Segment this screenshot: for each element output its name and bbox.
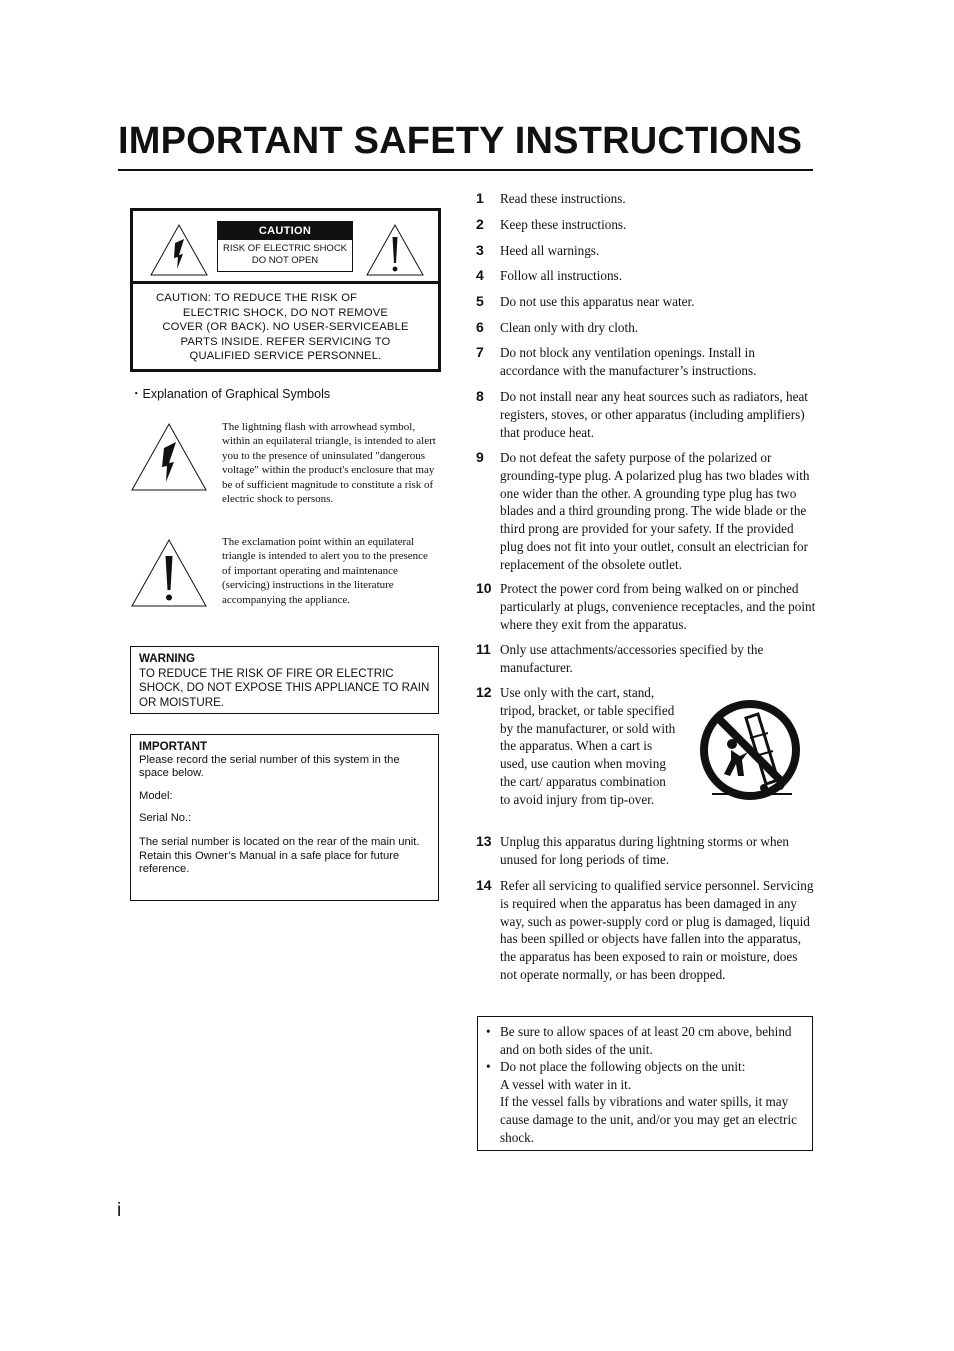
instruction-number: 3 [476,242,484,258]
page-number: i [117,1200,122,1221]
instruction-text: Use only with the cart, stand, tripod, bracket, or table specified by the manufacturer, or sold with the apparatus. When a cart is used, use caution when moving the cart/ apparatus combination to avoid injury from tip-over. [500,685,676,807]
serial-label: Serial No.: [139,812,192,825]
instruction-item [476,580,816,633]
instruction-number: 7 [476,344,484,360]
note-subitem: If the vessel falls by vibrations and water spills, it may cause damage to the unit, and/or you may get an electric shock. [500,1094,797,1145]
important-intro: Please record the serial number of this system in the space below. [139,753,400,780]
instruction-text: Do not block any ventilation openings. Install in accordance with the manufacturer’s instructions. [500,345,757,378]
notes-box [477,1016,813,1151]
caution-line-5: QUALIFIED SERVICE PERSONNEL. [189,350,382,363]
warning-heading: WARNING [139,652,196,665]
instruction-text: Clean only with dry cloth. [500,320,639,335]
instruction-number: 11 [476,641,491,657]
instruction-item [476,293,816,311]
retain-manual-note: Retain this Owner’s Manual in a safe place for future reference. [139,849,400,876]
instruction-text: Do not defeat the safety purpose of the polarized or grounding-type plug. A polarized plug has two blades with one wider than the other. A grounding type plug has two blades and a third grounding prong. The wide blade or the third prong are provided for your safety. If the provided plug does not fit into your outlet, consult an electrician for replacement of the obsolete outlet. [500,450,810,572]
caution-line-1: CAUTION: TO REDUCE THE RISK OF [156,292,358,304]
instruction-text: Read these instructions. [500,191,626,206]
instruction-item [476,449,816,574]
lightning-symbol-icon [130,422,208,492]
instruction-number: 9 [476,449,484,465]
risk-line-2: DO NOT OPEN [251,255,319,266]
caution-line-2: ELECTRIC SHOCK, DO NOT REMOVE [182,306,389,319]
instruction-number: 5 [476,293,484,309]
page-title: IMPORTANT SAFETY INSTRUCTIONS [118,120,803,162]
important-box [130,734,439,901]
instruction-text: Heed all warnings. [500,243,600,258]
instruction-item [476,344,816,380]
instruction-number: 10 [476,580,492,596]
instruction-number: 4 [476,267,484,283]
lightning-explanation: The lightning flash with arrowhead symbol, within an equilateral triangle, is intended to alert you to the presence of uninsulated "dangerous voltage" within the product's enclosure that may be of sufficient magnitude to constitute a risk of electric shock to persons. [222,421,436,506]
exclamation-warning-icon [365,223,425,277]
instruction-text: Unplug this apparatus during lightning storms or when unused for long periods of time. [500,834,789,867]
note-item: • Be sure to allow spaces of at least 20 cm above, behind and on both sides of the unit. [486,1023,802,1058]
instruction-item [476,267,816,285]
warning-box [130,646,439,714]
caution-line-3: COVER (OR BACK). NO USER-SERVICEABLE [162,321,409,334]
exclamation-explanation: The exclamation point within an equilateral triangle is intended to alert you to the presence of important operating and maintenance (servicing) instructions in the literature accompanying the appliance. [222,536,428,606]
instruction-text: Keep these instructions. [500,217,627,232]
caution-divider [133,281,438,284]
instruction-number: 12 [476,684,492,700]
note-item: • Do not place the following objects on the unit: [486,1058,802,1076]
exclamation-symbol-icon [130,538,208,608]
warning-text: TO REDUCE THE RISK OF FIRE OR ELECTRIC SHOCK, DO NOT EXPOSE THIS APPLIANCE TO RAIN OR MOISTURE. [139,666,430,709]
instruction-number: 2 [476,216,484,232]
caution-heading: CAUTION [218,222,352,240]
instruction-item [476,388,816,441]
instruction-item [476,833,816,869]
instruction-item [476,641,816,677]
title-underline [118,169,813,171]
instruction-number: 1 [476,190,484,206]
instruction-number: 13 [476,833,492,849]
instruction-text: Do not install near any heat sources such as radiators, heat registers, stoves, or other apparatus (including amplifiers) that produce heat. [500,389,808,440]
instruction-item [476,216,816,234]
instruction-number: 8 [476,388,484,404]
caution-text [133,291,438,364]
instruction-text: Follow all instructions. [500,268,622,283]
caution-header [133,211,438,281]
instruction-item [476,242,816,260]
model-label: Model: [139,789,173,802]
instruction-text: Only use attachments/accessories specified by the manufacturer. [500,642,764,675]
instruction-item [476,190,816,208]
caution-box [130,208,441,372]
explanation-heading-text: Explanation of Graphical Symbols [142,387,331,401]
risk-line-1: RISK OF ELECTRIC SHOCK [222,243,348,254]
serial-location-note: The serial number is located on the rear of the main unit. [139,835,420,848]
cart-tip-over-warning-icon [698,698,802,802]
instruction-item [476,319,816,337]
note-subitem: A vessel with water in it. [500,1076,632,1092]
instruction-item [476,877,816,984]
bullet-dot: ・ [130,387,143,401]
instruction-number: 14 [476,877,492,893]
caution-line-4: PARTS INSIDE. REFER SERVICING TO [180,335,391,348]
instruction-number: 6 [476,319,484,335]
explanation-heading [130,384,330,402]
instruction-text: Protect the power cord from being walked on or pinched particularly at plugs, convenience receptacles, and the point where they exit from the apparatus. [500,581,816,632]
instruction-text: Do not use this apparatus near water. [500,294,695,309]
caution-label [217,221,353,272]
lightning-warning-icon [149,223,209,277]
instruction-text: Refer all servicing to qualified service personnel. Servicing is required when the apparatus has been damaged in any way, such as power-supply cord or plug is damaged, liquid has been spilled or objects have fallen into the apparatus, the apparatus has been exposed to rain or moisture, does not operate normally, or has been dropped. [500,878,814,982]
important-heading: IMPORTANT [139,740,208,753]
